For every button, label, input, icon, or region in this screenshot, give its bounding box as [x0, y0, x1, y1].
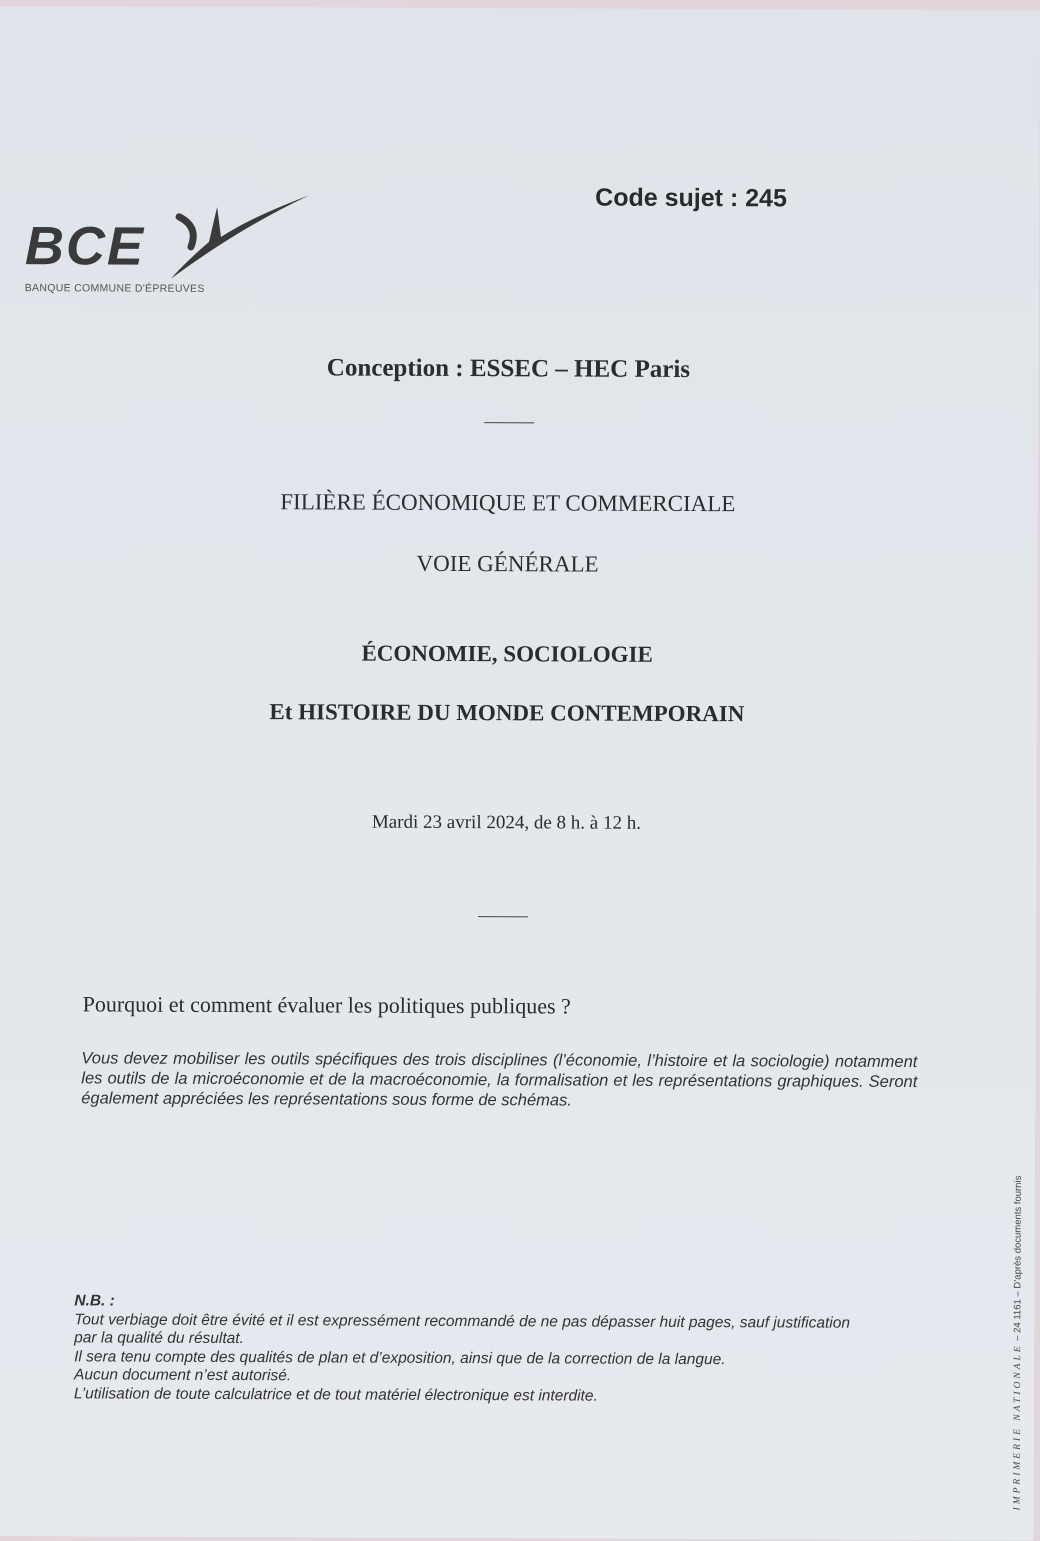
conception: Conception : ESSEC – HEC Paris	[326, 354, 691, 384]
filiere: FILIÈRE ÉCONOMIQUE ET COMMERCIALE	[280, 489, 736, 517]
nb-line: L’utilisation de toute calculatrice et de tout matériel électronique est interdite.	[73, 1384, 598, 1405]
printer-name: IMPRIMERIE NATIONALE	[1012, 1343, 1024, 1511]
subject-title-2: Et HISTOIRE DU MONDE CONTEMPORAIN	[269, 699, 745, 727]
nb-line: Aucun document n’est autorisé.	[73, 1366, 292, 1385]
svg-text:BCE: BCE	[24, 216, 146, 277]
instructions: Vous devez mobiliser les outils spécifiques des trois disciplines (l’économie, l’histoire et la sociologie) notamment les outils de la microéconomie et de la macroéconomie, la formalisation et les représentations graphiques. Seront également appréciées les représentations sous forme de schémas.	[81, 1049, 918, 1110]
exam-date: Mardi 23 avril 2024, de 8 h. à 12 h.	[371, 811, 642, 834]
voie: VOIE GÉNÉRALE	[416, 550, 599, 577]
essay-question: Pourquoi et comment évaluer les politiques publiques ?	[82, 991, 571, 1019]
printer-ref: – 24 1161 – D’après documents fournis	[1012, 1175, 1024, 1341]
nb-section	[74, 1292, 854, 1406]
code-sujet: Code sujet : 245	[595, 183, 787, 213]
divider	[484, 422, 534, 423]
printer-mention	[1011, 1176, 1023, 1511]
exam-page	[0, 6, 1040, 1541]
bce-logo	[21, 186, 321, 297]
nb-line: Tout verbiage doit être évité et il est expressément recommandé de ne pas dépasser huit pages, sauf justification par la qualité du résultat.	[74, 1310, 851, 1348]
logo-subtitle: BANQUE COMMUNE D'ÉPREUVES	[24, 282, 205, 295]
nb-title: N.B. :	[74, 1292, 115, 1310]
nb-line: Il sera tenu compte des qualités de plan et d’exposition, ainsi que de la correction de la langue.	[74, 1347, 726, 1368]
divider	[478, 916, 528, 917]
subject-title-1: ÉCONOMIE, SOCIOLOGIE	[361, 640, 653, 667]
